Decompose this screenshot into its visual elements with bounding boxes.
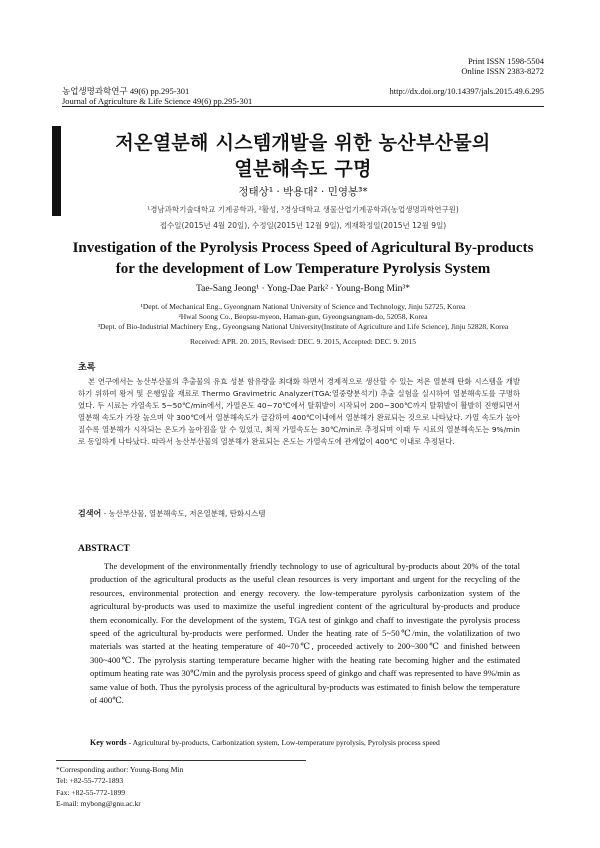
title-korean-line1: 저온열분해 시스템개발을 위한 농산부산물의	[115, 132, 491, 154]
affiliations-english	[62, 302, 544, 332]
authors-korean: 정태상¹ · 박용대² · 민영봉³*	[238, 186, 368, 198]
dates-korean: 접수일(2015년 4월 20일), 수정일(2015년 12월 9일), 게재확정일(2015년 12월 9일)	[159, 221, 447, 230]
fax: Fax: +82-55-772-1899	[56, 787, 126, 797]
header-rule	[62, 106, 544, 107]
keywords-korean	[78, 508, 520, 519]
online-issn: Online ISSN 2383-8272	[461, 66, 544, 76]
abstract-english-text: The development of the environmentally friendly technology to use of agricultural by-products about 20% of the total production of the agricultural products as the useful clean resources is very important and urgent for the recycling of the resources, environmental protection and energy recovery. the low-temperature pyrolysis carbonization system of the agricultural by-products was used to maximize the useful ingredient content of the agricultural by-products and produce them economically. For the development of the system, TGA test of ginkgo and chaff to investigate the pyrolysis process speed of the agricultural by-products were performed. Under the heating rate of 5~50℃/min, the volatilization of two materials was started at the heating temperature of 40~70℃, proceeded actively to 200~300℃ and finished between 300~400℃. The pyrolysis starting temperature became higher with the heating rate becoming higher and the estimated optimum heating rate was 30℃/min and the pyrolysis process speed of ginkgo and chaff was represented to have 9%/min as same value of both. Thus the pyrolysis process of the agricultural by-products was estimated to finish below the temperature of 400℃.	[90, 561, 520, 706]
affiliation-3: ³Dept. of Bio-Industrial Machinery Eng., Gyeongsang National University(Institute of Agriculture and Life Science), Jinju 52828, Korea	[97, 322, 509, 331]
title-korean	[62, 130, 544, 182]
keywords-english-text: - Agricultural by-products, Carbonization system, Low-temperature pyrolysis, Pyrolysis process speed	[126, 738, 440, 747]
affiliation-2: ²Hwal Soong Co., Beopsu-myeon, Haman-gun, Gyeongsangnam-do, 52058, Korea	[178, 312, 428, 321]
title-side-bar	[52, 126, 61, 216]
keywords-korean-text: - 농산부산물, 열분해속도, 저온열분해, 탄화시스템	[101, 509, 266, 518]
footnote-rule	[56, 760, 306, 761]
affiliation-1: ¹Dept. of Mechanical Eng., Gyeongnam National University of Science and Technology, Jinju 52725, Korea	[140, 302, 466, 311]
footnote	[56, 764, 183, 809]
title-english-line1: Investigation of the Pyrolysis Process Speed of Agricultural By-products	[72, 240, 534, 256]
title-korean-line2: 열분해속도 구명	[234, 158, 372, 180]
keywords-korean-label: 검색어	[78, 509, 102, 518]
journal-name-en: Journal of Agriculture & Life Science 49(6) pp.295-301	[62, 96, 253, 106]
email[interactable]: E-mail: mybong@gnu.ac.kr	[56, 798, 141, 808]
title-english	[62, 238, 544, 280]
abstract-korean-text: 본 연구에서는 농산부산물의 추출물의 유효 성분 함유량을 최대화 하면서 경제적으로 생산할 수 있는 저온 열분해 탄화 시스템을 개발하기 위하여 왕겨 및 은행잎을 재료로 Thermo Gravimetric Analyzer(TGA:열중량분석기) 추출 실험을 실시하여 열분해속도를 구명하였다. 두 시료는 가열속도 5~50℃/min에서, 가열온도 40~70℃에서 탈휘발이 시작되어 200~300℃까지 탈휘발이 활발히 진행되면서 열분해 속도가 가장 높으며 약 300℃에서 열분해속도가 급감하여 400℃이내에서 열분해가 완료되는 것으로 나타났다. 가열 속도가 높아질수록 열분해가 시작되는 온도가 높아짐을 알 수 있었고, 최적 가열속도는 30℃/min로 추정되며 이때 두 시료의 열분해속도는 9%/min로 동일하게 나타났다. 따라서 농산부산물의 열분해가 완료되는 온도는 가열속도에 관계없이 400℃ 이내로 추정된다.	[78, 377, 520, 447]
telephone: Tel: +82-55-772-1893	[56, 776, 124, 786]
issn-block	[461, 56, 544, 76]
corresponding-author: *Corresponding author: Young-Bong Min	[56, 765, 184, 774]
print-issn: Print ISSN 1598-5504	[467, 56, 544, 66]
dates-english: Received: APR. 20. 2015, Revised: DEC. 9. 2015, Accepted: DEC. 9. 2015	[189, 337, 417, 346]
authors-english: Tae-Sang Jeong¹ · Yong-Dae Park² · Young-Bong Min³*	[196, 284, 410, 294]
abstract-korean-heading: 초록	[78, 363, 96, 373]
title-english-line2: for the development of Low Temperature Pyrolysis System	[115, 261, 491, 277]
abstract-english-heading: ABSTRACT	[78, 544, 130, 554]
affiliation-korean: ¹경남과학기술대학교 기계공학과, ²활성, ³경상대학교 생물산업기계공학과(농업생명과학연구원)	[147, 205, 459, 214]
journal-header	[62, 86, 252, 106]
doi-link[interactable]: http://dx.doi.org/10.14397/jals.2015.49.6.295	[389, 86, 544, 96]
keywords-english-label: Key words	[90, 738, 127, 747]
keywords-english	[90, 738, 520, 747]
journal-name-ko: 농업생명과학연구 49(6) pp.295-301	[62, 86, 190, 96]
